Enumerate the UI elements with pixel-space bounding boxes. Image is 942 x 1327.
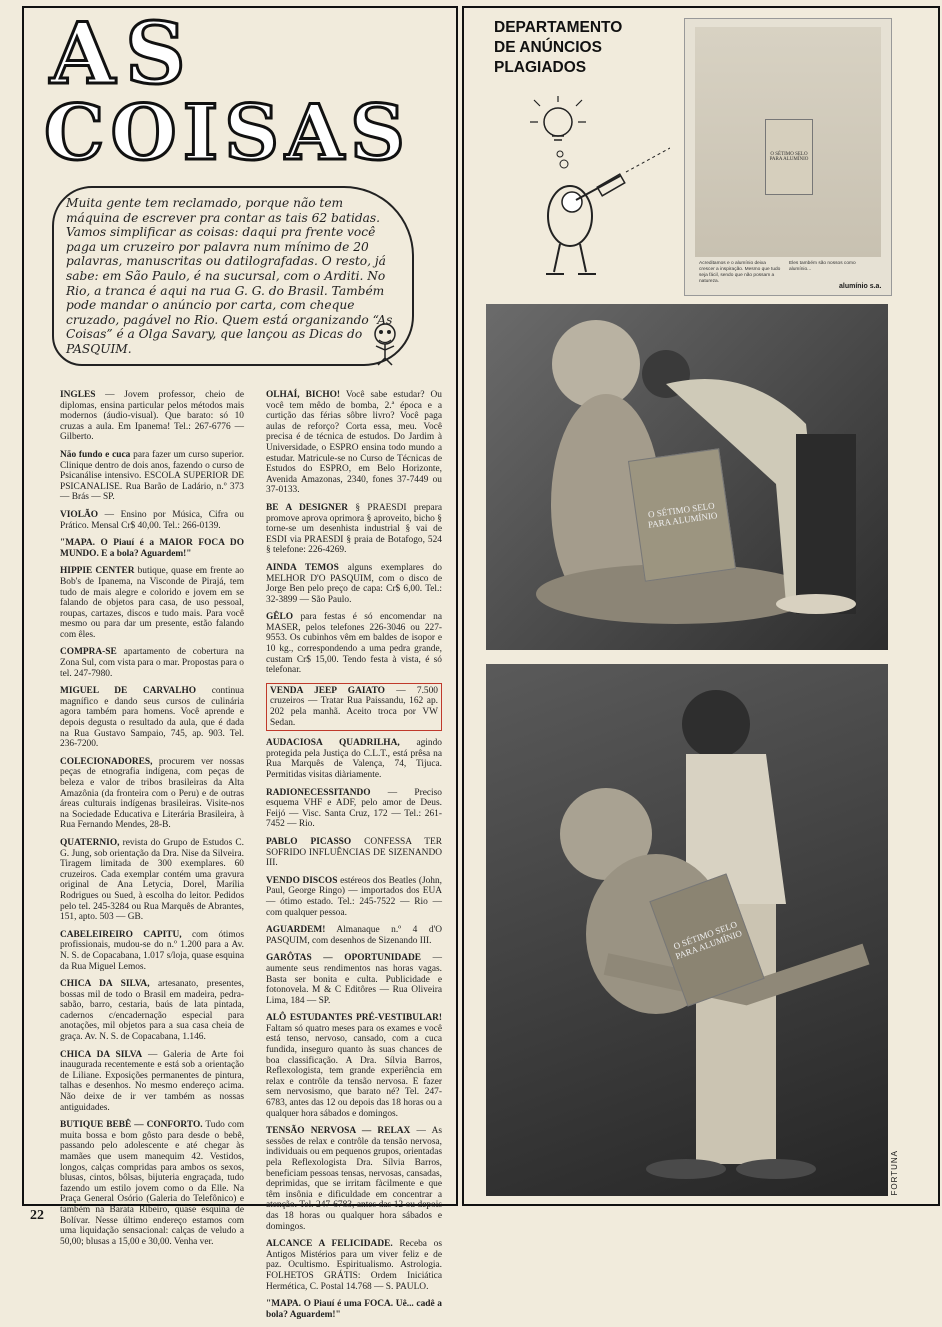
classified-ad (266, 1126, 442, 1232)
classified-ad (266, 876, 442, 918)
classified-ad (266, 1013, 442, 1119)
photo-credit: FORTUNA (890, 1150, 899, 1196)
classified-ad-heading: AGUARDEM! (266, 925, 326, 936)
classified-ad-heading: RADIONECESSITANDO (266, 787, 371, 798)
classified-ad (266, 925, 442, 946)
small-cartoon-figure (364, 320, 406, 366)
classified-ad-body: — Ensino por Música, Cifra ou Prático. Mensal Cr$ 40,00. Tel.: 266-0139. (60, 509, 244, 531)
classified-ad (60, 686, 244, 750)
classified-ad-heading: COMPRA-SE (60, 647, 117, 658)
classified-ad-heading: PABLO PICASSO (266, 836, 352, 847)
department-title-line: PLAGIADOS (494, 59, 587, 76)
classified-ad-heading: INGLES (60, 390, 96, 400)
classified-ad-heading: AUDACIOSA QUADRILHA, (266, 738, 400, 749)
cartoon-lightbulb-figure (510, 96, 670, 286)
classified-ad-body: alguns exemplares do MELHOR D'O PASQUIM, com o disco de Jorge Ben pelo preço de capa: Cr$ 6,00. Tel.: 32-3899 — São Paulo. (266, 562, 442, 605)
photo-couple-1 (486, 304, 888, 650)
ad-caption-left: Acreditamos e o alumínio deixa crescer a inspiração. Mesmo que tudo seja fácil, sendo que não possam a natureza. (699, 261, 781, 284)
plagiarized-ad (684, 18, 892, 296)
classified-ad-heading: Não fundo e cuca (60, 449, 131, 460)
classified-ad-heading: BUTIQUE BEBÊ — CONFORTO. (60, 1120, 203, 1131)
ad-brand: alumínio s.a. (839, 283, 882, 290)
classified-ad-body: apartamento de cobertura na Zona Sul, com vista para o mar. Propostas para o tel. 247-7980. (60, 647, 244, 679)
classified-ad-heading: CHICA DA SILVA, (60, 979, 150, 990)
classified-ad-heading: COLECIONADORES, (60, 756, 153, 767)
classified-ad (266, 390, 442, 496)
title-line1: AS (50, 4, 196, 103)
classified-ad-heading: MIGUEL DE CARVALHO (60, 686, 197, 697)
classified-ad-heading: HIPPIE CENTER (60, 566, 135, 577)
classified-ad-body: procurem ver nossas peças de etnografia indígena, com peças de beleza e valor de tribos brasileiras da Alta Amazônia (da fronteira com o Peru) e de outras áreas culturais indígenas brasileiras. Visite-nos na Sociedade Educativa e Literária Brasileira, à Rua Fernando Mendes, 28-B. (60, 756, 244, 831)
classified-ad (60, 838, 244, 923)
classified-ad-body: § PRAESDI prepara promove aprova oprimora § aproveito, bicho § torne-se um desenhista industrial § vai de ESDI via PRAESDI § praia de Botafogo, 524 § telefone: 226-4269. (266, 502, 442, 556)
classified-ad (266, 788, 442, 830)
classified-ad (266, 563, 442, 605)
classified-ad-heading: ALCANCE A FELICIDADE. (266, 1239, 393, 1250)
classified-ad-body: — Jovem professor, cheio de diplomas, ensina particular pelos métodos mais modernos (áudio-visual). Que barato: só 10 cruzas a aula. Em Ipanema! Tel.: 267-6776 — Gilberto. (60, 390, 244, 443)
classified-ad-body: para fazer um curso superior. Clinique dentro de dois anos, fazendo o curso de Psicanálise intensivo. ESCOLA SUPERIOR DE PSICANALISE. Rua Barão de Ladário, n.º 373 — Brás — SP. (60, 449, 244, 503)
ad-sign: O SÉTIMO SELO PARA ALUMÍNIO (765, 119, 813, 195)
classified-ad-heading: AINDA TEMOS (266, 562, 339, 573)
classified-ad-body: revista do Grupo de Estudos C. G. Jung, sob orientação da Dra. Nise da Silveira. Tiragem limitada de 300 exemplares. 60 cruzeiros. Cada exemplar contém uma gravura original de Ana Letycia, Dorel, Marília Rodrigues ou Sued, à escolha do leitor. Pedidos pelo tel. 245-3284 ou Rua Marquês de Abrantes, 151, apto. 503 — GB. (60, 837, 244, 923)
photo2-sign: O SÉTIMO SELO PARA ALUMÍNIO (649, 873, 764, 1006)
classified-ad-heading: CABELEIREIRO CAPITU, (60, 929, 182, 940)
classifieds-column-2 (266, 390, 442, 1327)
classified-ad (60, 1050, 244, 1114)
page-number: 22 (30, 1208, 44, 1223)
classified-ad (60, 647, 244, 679)
department-title-line: DEPARTAMENTO (494, 19, 623, 36)
classified-ad-body: para festas é só encomendar na MASER, pelos telefones 226-3046 ou 227-9553. Os cubinhos vêm em baldes de isopor e 10 kg., correspondendo a uma pedra grande, custam Cr$ 15,00. Tendo festa à vista, é só telefonar. (266, 612, 442, 676)
classified-ad (266, 1239, 442, 1292)
classified-ad-heading: "MAPA. O Piauí é a MAIOR FOCA DO MUNDO. E a bola? Aguardem!" (60, 538, 244, 559)
classified-ad (266, 612, 442, 676)
title-line2: COISAS (44, 88, 411, 177)
classified-ad-heading: ALÔ ESTUDANTES PRÉ-VESTIBULAR! (266, 1013, 442, 1024)
classified-ad-heading: QUATERNIO, (60, 837, 120, 848)
section-title (32, 4, 442, 177)
department-title (494, 18, 622, 78)
classified-ad-body: — As sessões de relax e contrôle da tensão nervosa, individuais ou em pequenos grupos, orientadas pela Reflexologista Dra. Sílvia Barros, beneficiam pessoas tensas, nervosas, cansadas, deprimidas, que se irritam fàcilmente e que têm insônia e dificuldade em concentrar a atenção. Tel. 247-6783, antes das 12 ou depois das 18 horas ou qualquer hora sábados e domingos. (266, 1126, 443, 1232)
photo1-sign: O SÉTIMO SELO PARA ALUMÍNIO (628, 448, 736, 582)
classified-ad-body: Tudo com muita bossa e bom gôsto para desde o bebê, passando pelo adolescente e até chegar às mamães que usem manequim 42. Vestidos, longos, calças compridas para ambos os sexos, blusas, cintos, bôlsas, bijuteria engraçada, tudo fazendo um estilo jovem como o da Elle. Na Praça General Osório (Galeria do Telefônico) e também na Barata Ribeiro, quase esquina de Bolívar. Nesse último endereço estamos com uma liquidação sensacional: calças de veludo a 50,00; blusas a 15,00 e 30,00. Venha ver. (60, 1120, 244, 1247)
classified-ad (60, 1120, 244, 1247)
classified-ad-heading: OLHAÍ, BICHO! (266, 390, 341, 400)
classified-ad-heading: VIOLÃO (60, 509, 99, 520)
classified-ad-heading: TENSÃO NERVOSA — RELAX (266, 1126, 411, 1137)
classified-ad-body: artesanato, presentes, bossas mil de todo o Brasil em madeira, pedra-sabão, barro, cestaria, baús de lata pintada, cadernos c/encadernação especial para anotações, mil objetos para a sua casa cheia de graça. Av. N. S. de Copacabana, 1.146. (60, 979, 244, 1043)
classified-ad-heading: CHICA DA SILVA (60, 1049, 143, 1060)
classified-ad-body: — 7.500 cruzeiros — Tratar Rua Paissandu, 162 ap. 202 pela manhã. Aceito troca por VW Sedan. (270, 685, 438, 728)
ad-caption-right: Eles também são nossos como alumínio... (789, 261, 856, 272)
classified-ad-body: — Galeria de Arte foi inaugurada recentemente e está sob a orientação de Liliane. Exposições permanentes de pintura, talhas e desenhos. No mesmo endereço acima. Não deixe de ir ver também as nossas antiguidades. (60, 1049, 244, 1113)
classified-ad-heading: VENDA JEEP GAIATO (270, 685, 385, 696)
classified-ad-heading: BE A DESIGNER (266, 502, 348, 513)
classified-ad-heading: GÊLO (266, 612, 294, 623)
classified-ad-heading: VENDO DISCOS (266, 875, 338, 886)
classifieds-column-1 (60, 390, 244, 1254)
classified-ad (60, 930, 244, 972)
classified-ad-body: Receba os Antigos Mistérios para um viver feliz e de paz. Ocultismo. Espiritualismo. Astrologia. FOLHETOS GRÁTIS: Ordem Iniciática Hermética, C. Postal 14.768 — S. PAULO. (266, 1239, 442, 1292)
classified-ad (60, 757, 244, 831)
classified-ad-body: CONFESSA TER SOFRIDO INFLUÊNCIAS DE SIZENANDO III. (266, 836, 442, 869)
classified-ad-body: agindo protegida pela Justiça do C.L.T., está prêsa na Rua Marquês de Valença, 74, Tijuca. Permitidas visitas diàriamente. (266, 738, 442, 780)
classified-ad-body: Almanaque n.º 4 d'O PASQUIM, com desenhos de Sizenando III. (266, 925, 442, 946)
classified-ad (60, 538, 244, 559)
classified-ad (266, 738, 442, 780)
classified-ad (266, 1299, 442, 1320)
classified-ad (60, 390, 244, 443)
photo-couple-2 (486, 664, 888, 1196)
classified-ad-body: — Preciso esquema VHF e ADF, pelo amor de Deus. Feijó — Visc. Santa Cruz, 172 — Tel.: 261-7452 — Rio. (266, 787, 442, 830)
classified-ad (60, 979, 244, 1043)
classified-ad-body: continua magnífico e dando seus cursos de culinária agora também para homens. Você aprende e depois degusta o resultado da aula, que é dada na Rua Gustavo Sampaio, 745, ap. 903. Tel. 236-7200. (60, 686, 244, 750)
classified-ad (60, 510, 244, 531)
classified-ad (266, 953, 442, 1006)
classified-ad-body: Faltam só quatro meses para os exames e você está tenso, nervoso, cansado, com a cuca fundida, inseguro quanto às suas chances de boa classificação. A Dra. Sílvia Barros, Reflexologista, tem grande experiência em relax e contrôle da tensão nervosa. E fazer sem nervosismo, que barato né? Tel. 247-6783, antes das 12 ou depois das 18 horas ou a qualquer hora sábados e domingos. (266, 1023, 442, 1119)
classified-ad (266, 683, 442, 731)
classified-ad-heading: GARÔTAS — OPORTUNIDADE (266, 953, 422, 964)
classified-ad (266, 503, 442, 556)
classified-ad-body: estéreos dos Beatles (John, Paul, George Ringo) — importados dos EUA — ótimo estado. Tel.: 245-7522 — Rio — com qualquer pessoa. (266, 875, 442, 918)
classified-ad (60, 450, 244, 503)
classified-ad-heading: "MAPA. O Piauí é uma FOCA. Uê... cadê a bola? Aguardem!" (266, 1299, 442, 1320)
department-title-line: DE ANÚNCIOS (494, 39, 602, 56)
classified-ad-body: com ótimos profissionais, mudou-se do n.º 1.200 para a Av. N. S. de Copacabana, 1.017 s/loja, quase esquina da Rua Miguel Lemos. (60, 929, 244, 972)
handwritten-note: Muita gente tem reclamado, porque não tem máquina de escrever pra contar as tais 62 batidas. Vamos simplificar as coisas: daqui pra frente você paga um cruzeiro por palavra num mínimo de 20 palavras, manuscritas ou datilografadas. O resto, já sabe: em São Paulo, é na sucursal, com o Arditi. No Rio, a tranca é aqui na rua G. G. do Brasil. Também pode mandar o anúncio por carta, com cheque cruzado, pagável no Rio. Quem está organizando “As Coisas” é a Olga Savary, que lançou as Dicas do PASQUIM. (52, 186, 414, 366)
classified-ad (60, 566, 244, 640)
classified-ad-body: — aumente seus rendimentos nas horas vagas. Basta ser bonita e culta. Publicidade e fotonovela. M & C Editôres — Rua Oliveira Lima, 184 — SP. (266, 953, 442, 1006)
classified-ad (266, 837, 442, 869)
classified-ad-body: Você sabe estudar? Ou você tem mêdo de bomba, 2.ª época e a curtição das férias sôbre livro? Você paga aulas de reforço? Corta essa, meu. Você precisa é de técnica de estudos. Do Jardim à Universidade, o ESPRO ensina todo mundo a estudar. Matricule-se no Curso de Técnicas de Estudos do ESPRO, em Belo Horizonte, Avenida Amazonas, 2340, fones 37-7449 ou 37-0133. (266, 390, 442, 496)
classified-ad-body: butique, quase em frente ao Bob's de Ipanema, na Visconde de Pirajá, tem tudo de mais alegre e colorido e jovem em se falando de objetos para casa, de uso pessoal, roupas, cartazes, discos e tudo mais. Para você mesmo ou para dar um presente, estão falando com êles. (60, 566, 244, 640)
